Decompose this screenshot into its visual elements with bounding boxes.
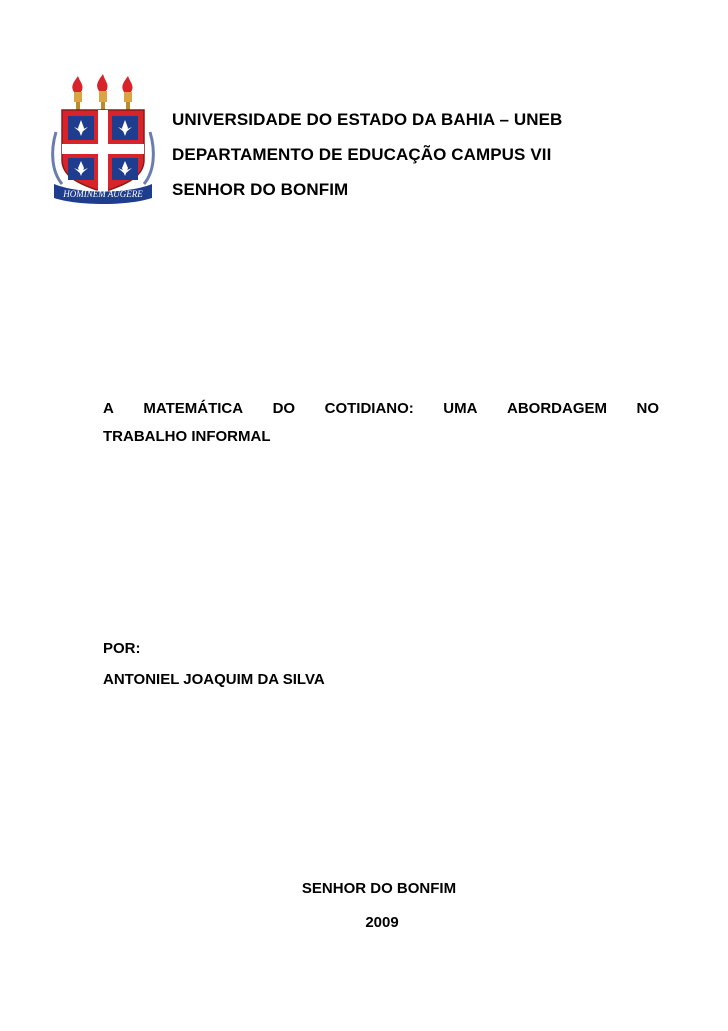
title-word: DO [272, 400, 296, 417]
header-city: SENHOR DO BONFIM [172, 180, 349, 199]
logo-motto: HOMINEM AUGERE [63, 189, 143, 199]
title-word: A [103, 400, 114, 417]
title-word: MATEMÁTICA [143, 400, 244, 417]
title-word: COTIDIANO: [324, 400, 414, 417]
footer-city: SENHOR DO BONFIM [301, 880, 457, 897]
header-university: UNIVERSIDADE DO ESTADO DA BAHIA – UNEB [172, 110, 563, 129]
torch-icon [72, 76, 82, 112]
title-line-1 [103, 400, 659, 417]
author-label: POR: [103, 640, 141, 657]
header-department: DEPARTAMENTO DE EDUCAÇÃO CAMPUS VII [172, 145, 552, 164]
footer-year: 2009 [365, 914, 399, 931]
author-name: ANTONIEL JOAQUIM DA SILVA [103, 671, 325, 688]
title-word: NO [636, 400, 659, 417]
title-word: ABORDAGEM [506, 400, 607, 417]
title-word: UMA [443, 400, 478, 417]
torch-icon [122, 76, 132, 112]
title-line-2: TRABALHO INFORMAL [103, 428, 271, 445]
university-crest-logo [48, 72, 158, 204]
torch-icon [97, 74, 107, 112]
